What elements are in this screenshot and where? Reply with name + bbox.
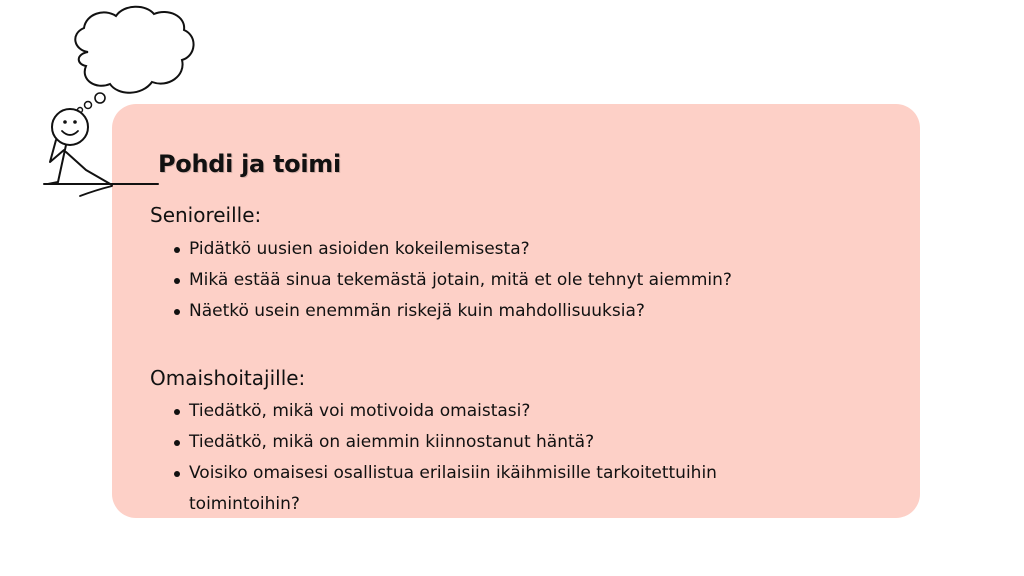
thought-bubble-icon bbox=[85, 102, 92, 109]
list-item: Pidätkö uusien asioiden kokeilemisesta? bbox=[172, 234, 832, 265]
list-item: Tiedätkö, mikä on aiemmin kiinnostanut häntä? bbox=[172, 427, 792, 458]
list-item: Voisiko omaisesi osallistua erilaisiin ikäihmisille tarkoitettuihin toimintoihin? bbox=[172, 458, 792, 520]
seniors-question-list bbox=[172, 234, 832, 327]
list-item: Mikä estää sinua tekemästä jotain, mitä et ole tehnyt aiemmin? bbox=[172, 265, 832, 296]
card-title: Pohdi ja toimi bbox=[158, 150, 341, 178]
head-icon bbox=[52, 109, 88, 145]
seniors-heading: Senioreille: bbox=[150, 203, 262, 227]
caregivers-question-list bbox=[172, 396, 792, 520]
list-item: Tiedätkö, mikä voi motivoida omaistasi? bbox=[172, 396, 792, 427]
thought-cloud-icon bbox=[75, 7, 193, 93]
thinking-stick-figure-icon bbox=[40, 0, 220, 210]
caregivers-heading: Omaishoitajille: bbox=[150, 366, 306, 390]
list-item: Näetkö usein enemmän riskejä kuin mahdollisuuksia? bbox=[172, 296, 832, 327]
thought-bubble-icon bbox=[95, 93, 105, 103]
